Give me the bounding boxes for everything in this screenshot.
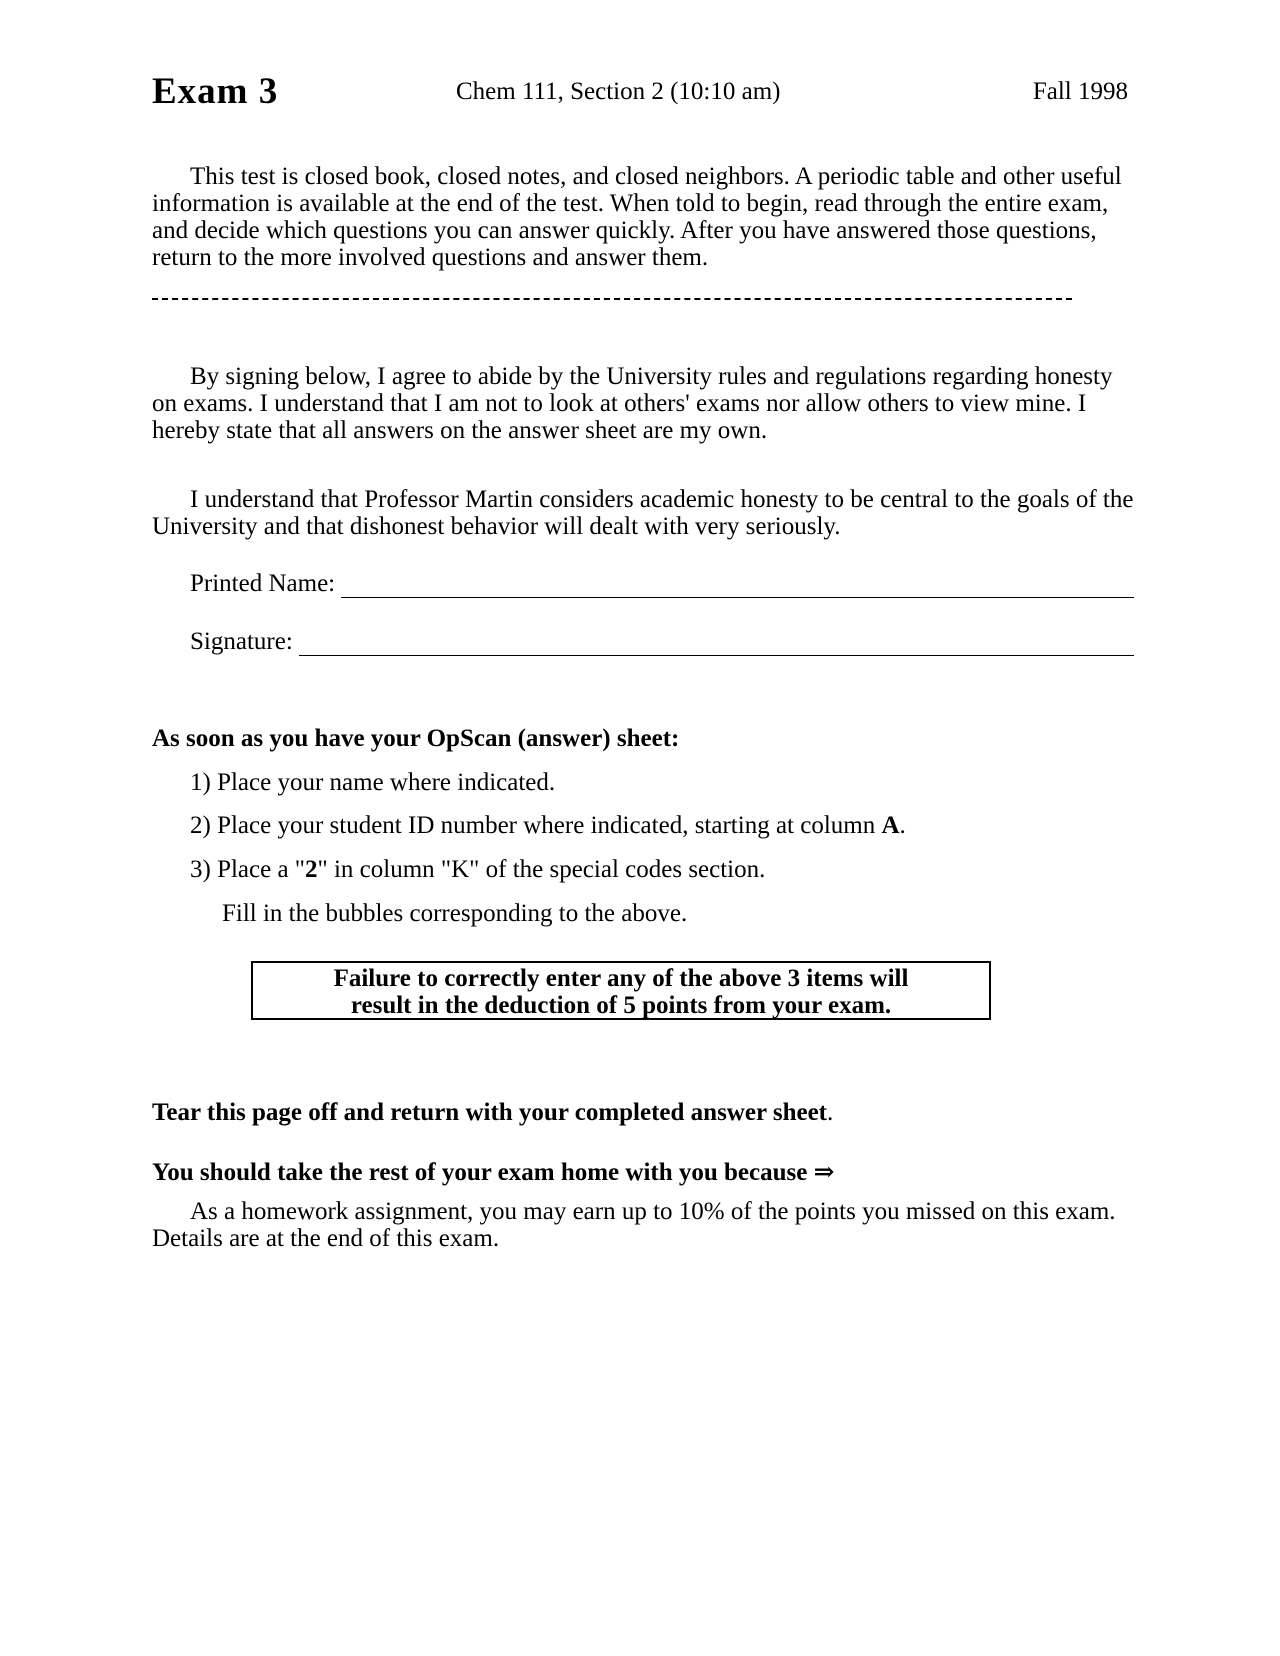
tear-off-text: Tear this page off and return with your completed answer sheet — [152, 1099, 827, 1126]
printed-name-label: Printed Name: — [190, 570, 336, 597]
tear-off-end: . — [827, 1099, 834, 1126]
opscan-item-3-code: 2 — [305, 856, 318, 883]
signature-row — [190, 628, 1134, 656]
opscan-item-3 — [190, 856, 765, 884]
signature-label: Signature: — [190, 628, 293, 655]
deduction-warning-box — [251, 961, 991, 1020]
opscan-item-1: 1) Place your name where indicated. — [190, 769, 556, 796]
exam-title: Exam 3 — [152, 71, 279, 112]
dashed-divider — [152, 298, 1072, 300]
opscan-item-2-text: 2) Place your student ID number where indicated, starting at column — [190, 812, 882, 839]
warning-line-1: Failure to correctly enter any of the above 3 items will — [333, 965, 909, 992]
warning-line-2: result in the deduction of 5 points from your exam. — [350, 992, 892, 1019]
exam-term: Fall 1998 — [1032, 78, 1128, 105]
homework-paragraph: As a homework assignment, you may earn up to 10% of the points you missed on this exam. Details are at the end of this exam. — [152, 1198, 1116, 1252]
opscan-item-2-column: A — [881, 812, 900, 839]
opscan-item-3-end: " in column "K" of the special codes section. — [317, 856, 766, 883]
signature-field[interactable] — [299, 633, 1134, 656]
opscan-heading: As soon as you have your OpScan (answer) sheet: — [152, 725, 680, 752]
printed-name-field[interactable] — [341, 575, 1134, 598]
tear-off-instruction — [152, 1099, 833, 1127]
opscan-item-3-start: 3) Place a " — [190, 856, 306, 883]
intro-paragraph: This test is closed book, closed notes, and closed neighbors. A periodic table and other useful information is available at the end of the test. When told to begin, read through the entire exam, and decide which questions you can answer quickly. After you have answered those questions, return to the more involved questions and answer them. — [152, 163, 1122, 271]
opscan-item-2 — [190, 812, 906, 840]
printed-name-row — [190, 570, 1134, 598]
pledge-paragraph-1: By signing below, I agree to abide by the University rules and regulations regarding honesty on exams. I understand that I am not to look at others' exams nor allow others to view mine. I hereby state that all answers on the answer sheet are my own. — [152, 363, 1113, 444]
opscan-item-2-end: . — [899, 812, 906, 839]
take-home-instruction: You should take the rest of your exam home with you because ⇒ — [152, 1159, 835, 1186]
course-info: Chem 111, Section 2 (10:10 am) — [456, 78, 781, 105]
pledge-paragraph-2: I understand that Professor Martin considers academic honesty to be central to the goals of the University and that dishonest behavior will dealt with very seriously. — [152, 486, 1134, 540]
fill-bubbles-note: Fill in the bubbles corresponding to the above. — [222, 900, 688, 927]
